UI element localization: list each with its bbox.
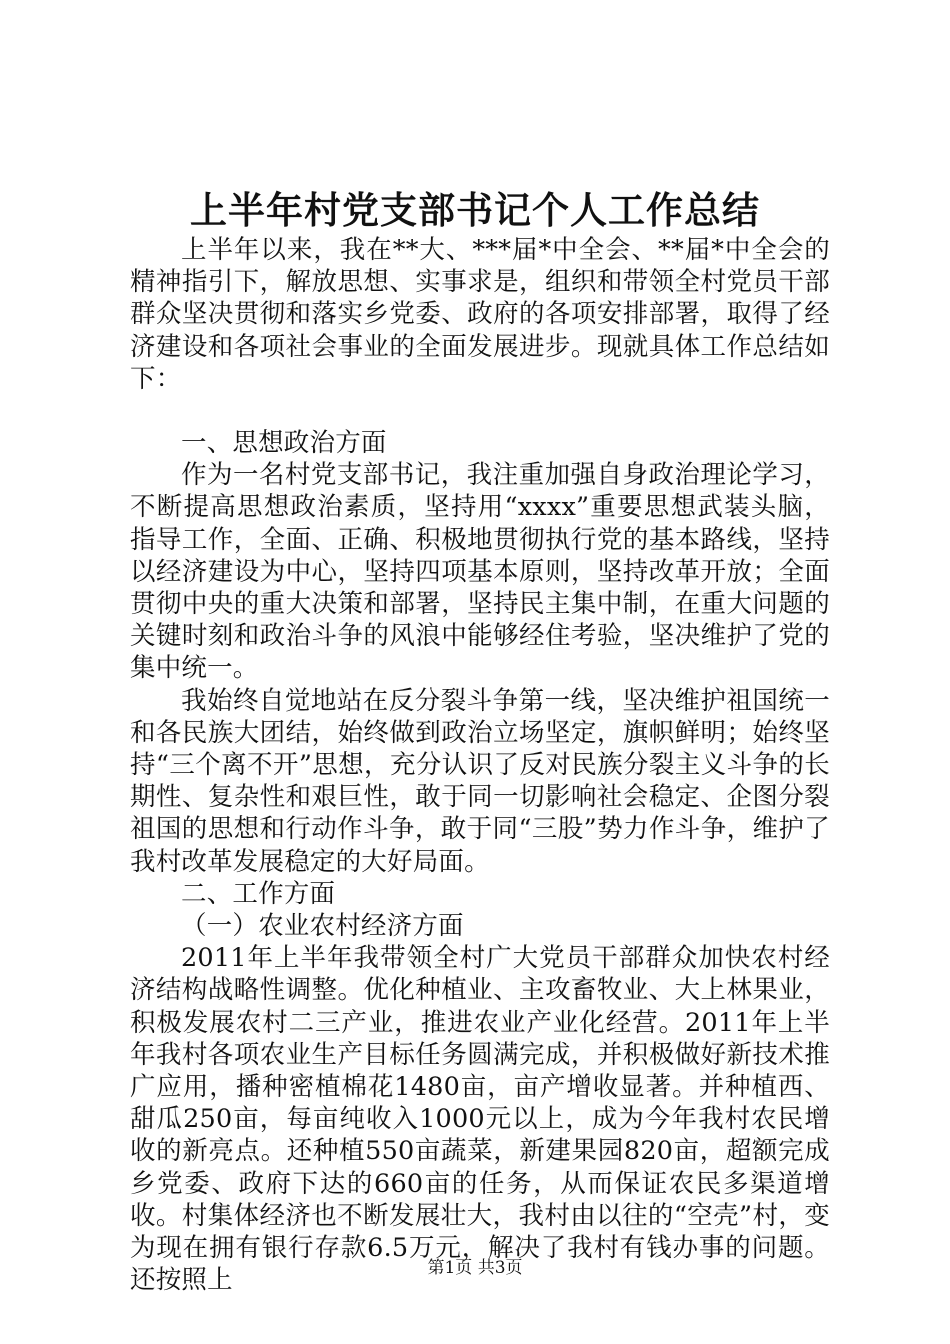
ideology-paragraph-2: 我始终自觉地站在反分裂斗争第一线，坚决维护祖国统一和各民族大团结，始终做到政治立场坚定，旗帜鲜明；始终坚持“三个离不开”思想，充分认识了反对民族分裂主义斗争的长期性、复杂性和艰巨性，敢于同一切影响社会稳定、企图分裂祖国的思想和行动作斗争，敢于同“三股”势力作斗争，维护了我村改革发展稳定的大好局面。 [130, 685, 830, 877]
ideology-paragraph-1: 作为一名村党支部书记，我注重加强自身政治理论学习，不断提高思想政治素质，坚持用“xxxx”重要思想武装头脑，指导工作，全面、正确、积极地贯彻执行党的基本路线，坚持以经济建设为中心，坚持四项基本原则，坚持改革开放；全面贯彻中央的重大决策和部署，坚持民主集中制，在重大问题的关键时刻和政治斗争的风浪中能够经住考验，坚决维护了党的集中统一。 [130, 460, 830, 684]
document-title: 上半年村党支部书记个人工作总结 [190, 188, 760, 232]
subsection-heading-agriculture: （一）农业农村经济方面 [181, 911, 464, 942]
section-heading-work: 二、工作方面 [181, 878, 336, 909]
section-heading-ideology: 一、思想政治方面 [181, 428, 387, 459]
agriculture-paragraph: 2011年上半年我带领全村广大党员干部群众加快农村经济结构战略性调整。优化种植业、主攻畜牧业、大上林果业，积极发展农村二三产业，推进农业产业化经营。2011年上半年我村各项农业生产目标任务圆满完成，并积极做好新技术推广应用，播种密植棉花1480亩，亩产增收显著。并种植西、甜瓜250亩，每亩纯收入1000元以上，成为今年我村农民增收的新亮点。还种植550亩蔬菜，新建果园820亩，超额完成乡党委、政府下达的660亩的任务，从而保证农民多渠道增收。村集体经济也不断发展壮大，我村由以往的“空壳”村，变为现在拥有银行存款6.5万元，解决了我村有钱办事的问题。还按照上 [130, 943, 830, 1296]
page-footer: 第1页 共3页 [427, 1258, 523, 1278]
intro-paragraph: 上半年以来，我在**大、***届*中全会、**届*中全会的精神指引下，解放思想、实事求是，组织和带领全村党员干部群众坚决贯彻和落实乡党委、政府的各项安排部署，取得了经济建设和各项社会事业的全面发展进步。现就具体工作总结如下： [130, 235, 830, 394]
paragraph-gap [130, 395, 830, 427]
document-body [130, 234, 830, 1297]
